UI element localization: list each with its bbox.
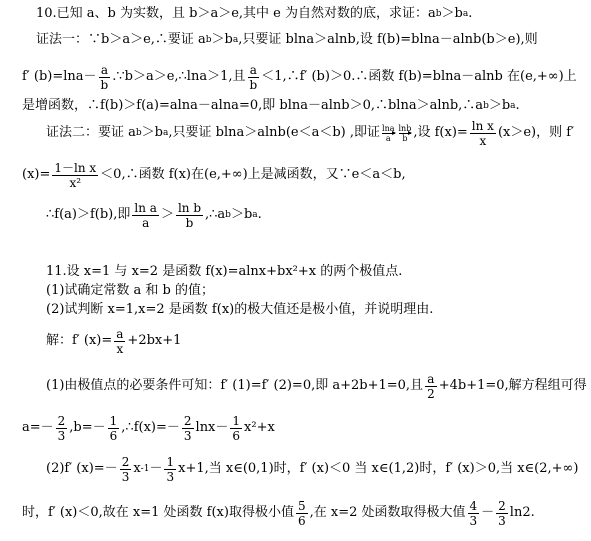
text: (1)由极值点的必要条件可知：f′ (1)=f′ (2)=0,即 a+2b+1=0,且 <box>46 378 424 393</box>
denominator: 6 <box>232 428 241 443</box>
text: (1)试确定常数 a 和 b 的值； <box>46 283 215 298</box>
fraction <box>56 414 68 443</box>
text: ＞b <box>141 125 163 140</box>
text: ＞ <box>160 207 174 222</box>
ratio-symbol <box>399 124 412 143</box>
denominator: 6 <box>297 513 306 528</box>
p11-solution-ab-values <box>22 411 275 445</box>
text: f′ (b)=lna－ <box>22 69 97 84</box>
fraction <box>164 455 176 484</box>
ratio-symbol <box>382 124 394 143</box>
numerator: 1 <box>232 413 241 428</box>
p11-part1 <box>46 283 214 299</box>
numerator: ln b <box>177 200 202 215</box>
p10-proof2-line3: ∴f(a)＞f(b),即 $\frac{\text{ln a}}{a}$ ＞ $\frac{\text{ln b}}{b}$ ,∴a b ＞b a . <box>46 200 262 230</box>
text: ,只要证 blna＞alnb(e＜a＜b) ,即证 <box>168 125 381 140</box>
text: 证法一：∵b＞a＞e,∴要证 a <box>36 32 206 47</box>
p10-proof2-line1: 证法二：要证 a b ＞b a ,只要证 blna＞alnb(e＜a＜b) ,即证 lna a lnb b ,设 f(x)= $\frac{\text{ln x}}{x}$ (x＞e)，则 f′ <box>46 118 575 148</box>
fraction <box>52 161 98 190</box>
denominator: 3 <box>121 469 130 484</box>
text: 是增函数，∴f(b)＞f(a)=alna－alna=0,即 blna－alnb＞0,∴blna＞alnb,∴a <box>22 98 484 113</box>
p11-part2 <box>46 302 433 318</box>
text: ,设 f(x)= <box>413 125 468 140</box>
text: . <box>257 207 262 222</box>
fraction <box>230 414 242 443</box>
p10-proof1-line1: 证法一：∵b＞a＞e,∴要证 a b ＞b a ,只要证 blna＞alnb,设 f(b)=blna－alnb(b＞e),则 <box>36 32 538 47</box>
p10-statement: 10.已知 a、b 为实数，且 b＞a＞e,其中 e 为自然对数的底，求证：a b ＞b a . <box>36 6 473 21</box>
denominator: 3 <box>183 428 192 443</box>
text: 证法二：要证 a <box>46 125 136 140</box>
text: (x＞e)，则 f′ <box>497 125 575 140</box>
numerator: ln a <box>134 200 157 215</box>
denominator: b <box>185 215 194 230</box>
text: lnb <box>398 123 412 133</box>
numerator: ln x <box>471 118 494 133</box>
arrow-icon <box>399 133 412 134</box>
text: ＞b <box>230 207 253 222</box>
fraction <box>99 63 111 92</box>
numerator: 2 <box>498 498 506 513</box>
fraction <box>120 455 132 484</box>
text: ＜0,∴函数 f(x)在(e,+∞)上是减函数，又∵e＜a＜b, <box>100 167 406 182</box>
text: (x)= <box>22 167 51 182</box>
text: ,在 x=2 处函数取得极大值 <box>309 505 466 520</box>
fraction <box>176 201 203 230</box>
text: ,b=－ <box>69 420 106 435</box>
text: 时，f′ (x)＜0,故在 x=1 处函数 f(x)取得极小值 <box>22 505 294 520</box>
p10-proof1-line3: 是增函数，∴f(b)＞f(a)=alna－alna=0,即 blna－alnb＞0,∴blna＞alnb,∴a b ＞b a . <box>22 98 520 113</box>
text: 解：f′ (x)= <box>46 333 113 348</box>
denominator: 3 <box>57 428 66 443</box>
denominator: a <box>142 215 150 230</box>
text: ＞b <box>211 32 233 47</box>
text: ln2. <box>509 505 535 520</box>
denominator: 6 <box>109 428 118 443</box>
text: ,∴a <box>205 207 226 222</box>
numerator: a <box>249 62 257 77</box>
numerator: 4 <box>469 498 478 513</box>
denominator: 2 <box>427 386 435 401</box>
text: 11.设 x=1 与 x=2 是函数 f(x)=alnx+bx²+x 的两个极值点. <box>46 264 403 279</box>
numerator: a <box>100 62 108 77</box>
numerator: a <box>116 326 124 341</box>
denominator: x <box>116 341 124 356</box>
text: 10.已知 a、b 为实数，且 b＞a＞e,其中 e 为自然对数的底，求证：a <box>36 6 436 21</box>
p11-solution-part2-line2 <box>22 496 535 530</box>
text: . <box>515 98 520 113</box>
denominator: 3 <box>469 513 478 528</box>
text: lnx－ <box>195 420 229 435</box>
text: － <box>149 461 163 476</box>
denominator: x² <box>69 175 82 190</box>
p11-solution-part2-line1: (2)f′ (x)=－ $\frac{2}{3}$ x -1 － $\frac{1}{3}$ x+1,当 x∈(0,1)时，f′ (x)＜0 当 x∈(1,2)时，f′ (x)＞0,当 x∈(2,+∞) <box>46 454 579 484</box>
text: (2)f′ (x)=－ <box>46 461 118 476</box>
denominator: b <box>249 77 258 92</box>
text: .∵b＞a＞e,∴lna＞1,且 <box>112 69 246 84</box>
numerator: a <box>427 371 435 386</box>
fraction <box>468 499 480 528</box>
fraction <box>114 327 125 356</box>
p11-statement <box>46 264 402 280</box>
text: x²+x <box>244 420 275 435</box>
text: ,只要证 blna＞alnb,设 f(b)=blna－alnb(b＞e),则 <box>238 32 538 47</box>
p11-solution-derivative <box>46 324 181 358</box>
denominator: b <box>100 77 109 92</box>
fraction <box>425 372 437 401</box>
fraction <box>296 499 308 528</box>
numerator: 2 <box>121 454 130 469</box>
text: +4b+1=0,解方程组可得 <box>438 378 587 393</box>
text: a=－ <box>22 420 54 435</box>
fraction <box>496 499 508 528</box>
p11-solution-part1 <box>46 369 587 403</box>
text: x <box>133 461 141 476</box>
text: ,∴f(x)=－ <box>121 420 180 435</box>
numerator: 1 <box>109 413 118 428</box>
text: ＞b <box>441 6 463 21</box>
numerator: 1－ln x <box>54 160 97 175</box>
p10-proof1-line2 <box>22 60 577 94</box>
fraction <box>182 414 194 443</box>
text: ∴f(a)＞f(b),即 <box>46 207 131 222</box>
text: . <box>468 6 473 21</box>
fraction <box>248 63 260 92</box>
text: (2)试判断 x=1,x=2 是函数 f(x)的极大值还是极小值，并说明理由. <box>46 302 434 317</box>
fraction <box>470 119 496 148</box>
numerator: 5 <box>297 498 306 513</box>
denominator: 3 <box>166 469 175 484</box>
denominator: x <box>479 133 487 148</box>
numerator: 1 <box>166 454 175 469</box>
denominator: 3 <box>498 513 506 528</box>
text: lna <box>382 123 395 133</box>
text: － <box>481 505 495 520</box>
p10-proof2-line2 <box>22 158 406 192</box>
text: ＞b <box>488 98 511 113</box>
text: x+1,当 x∈(0,1)时，f′ (x)＜0 当 x∈(1,2)时，f′ (x)＞0,当 x∈(2,+∞) <box>178 461 579 476</box>
numerator: 2 <box>57 413 66 428</box>
text: b <box>402 133 408 143</box>
fraction <box>132 201 159 230</box>
text: +2bx+1 <box>127 333 182 348</box>
arrow-icon <box>382 133 394 134</box>
fraction <box>108 414 120 443</box>
text: a <box>385 133 391 143</box>
numerator: 2 <box>183 413 192 428</box>
text: ＜1,∴f′ (b)＞0.∴函数 f(b)=blna－alnb 在(e,+∞)上 <box>261 69 577 84</box>
